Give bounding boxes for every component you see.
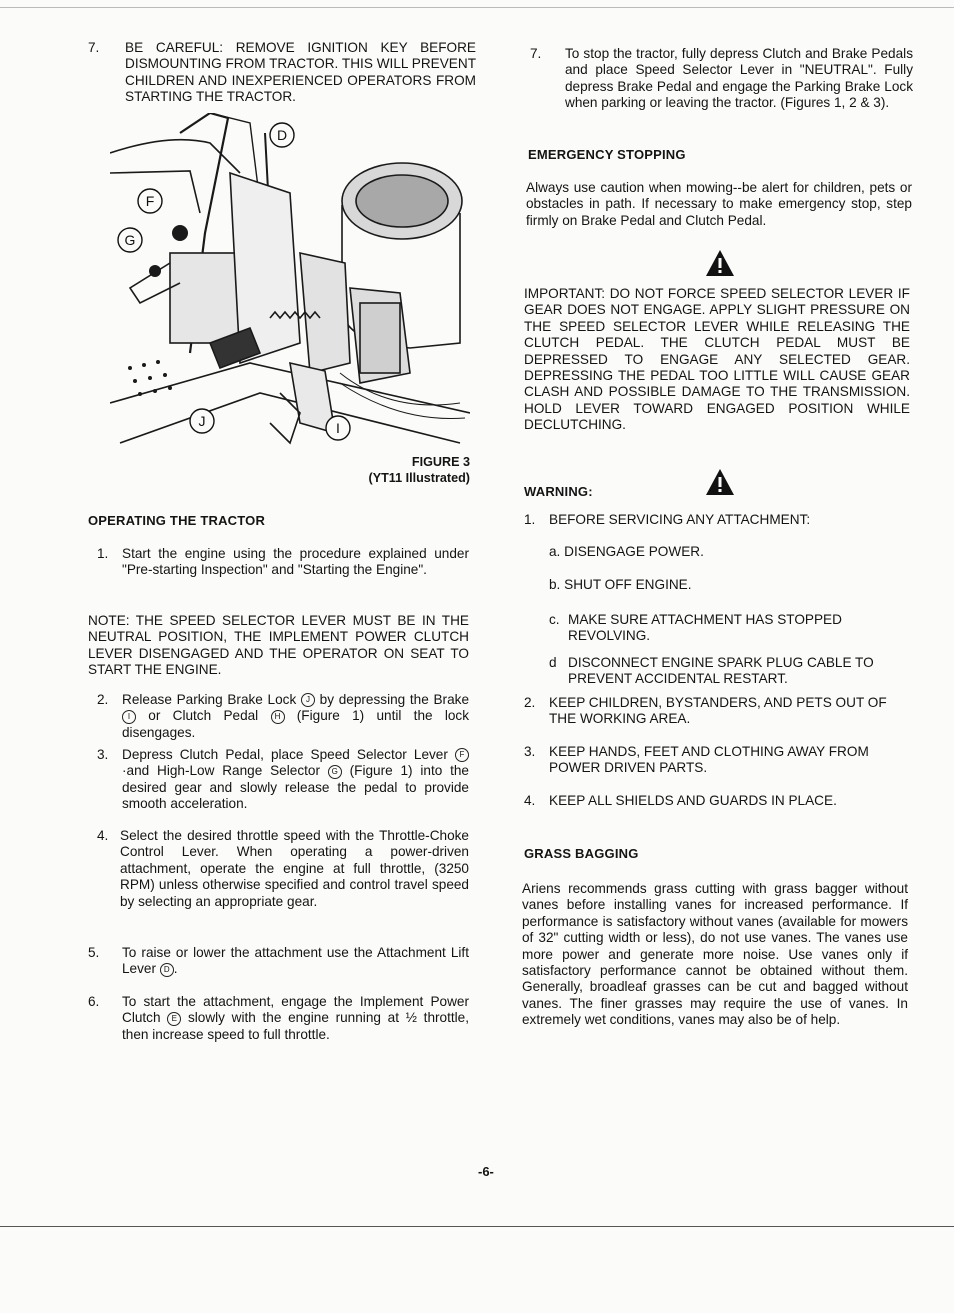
- item-text: To stop the tractor, fully depress Clutch and Brake Pedals and place Speed Selector Lever in "NEUTRAL". Fully depress Brake Pedal and engage the Parking Brake Lock when parking or leaving the tractor. (Figures 1, 2 & 3).: [565, 46, 913, 111]
- figure-caption-title: FIGURE 3: [411, 455, 470, 469]
- figure-3-illustration: [110, 113, 470, 458]
- subitem-a: a. DISENGAGE POWER.: [549, 544, 704, 559]
- warning-triangle-icon: [705, 468, 735, 496]
- warning-number: 1.: [524, 512, 536, 527]
- figure-caption-subtitle: (YT11 Illustrated): [368, 471, 470, 485]
- callout-f: F: [455, 748, 469, 762]
- subitem-c: c. MAKE SURE ATTACHMENT HAS STOPPED REVOLVING.: [549, 612, 842, 644]
- step-number: 4.: [97, 828, 109, 843]
- emergency-paragraph: Always use caution when mowing--be alert for children, pets or obstacles in path. If necessary to make emergency stop, step firmly on Brake Pedal and Clutch Pedal.: [526, 180, 912, 228]
- right-item-7: [530, 46, 913, 112]
- figure-label-f: F: [145, 193, 155, 209]
- step-text: Depress Clutch Pedal, place Speed Selector Lever F ·and High-Low Range Selector G (Figure 1) into the desired gear and slowly release the pedal to provide smooth acceleration.: [122, 747, 469, 812]
- subitem-d: d DISCONNECT ENGINE SPARK PLUG CABLE TO PREVENT ACCIDENTAL RESTART.: [549, 655, 874, 687]
- warning-text: KEEP HANDS, FEET AND CLOTHING AWAY FROM POWER DRIVEN PARTS.: [549, 744, 869, 776]
- warning-text: KEEP CHILDREN, BYSTANDERS, AND PETS OUT OF THE WORKING AREA.: [549, 695, 887, 727]
- page-number: -6-: [478, 1164, 494, 1179]
- bottom-rule: [0, 1226, 954, 1227]
- callout-i: I: [122, 710, 136, 724]
- callout-g: G: [328, 765, 342, 779]
- section-title-operating: OPERATING THE TRACTOR: [88, 513, 266, 528]
- step-3: [97, 747, 469, 813]
- important-paragraph: IMPORTANT: DO NOT FORCE SPEED SELECTOR LEVER IF GEAR DOES NOT ENGAGE. APPLY SLIGHT PRESSURE ON THE SPEED SELECTOR LEVER WHILE RELEASING THE CLUTCH PEDAL. THE CLUTCH PEDAL MUST BE DEPRESSED TO ENGAGE ANY SELECTED GEAR. DEPRESSING THE PEDAL TOO LITTLE WILL CAUSE GEAR CLASH AND POSSIBLE DAMAGE TO THE TRANSMISSION. HOLD LEVER TOWARD ENGAGED POSITION WHILE DECLUTCHING.: [524, 286, 910, 433]
- subitem-b: b. SHUT OFF ENGINE.: [549, 577, 692, 592]
- callout-e: E: [167, 1012, 181, 1026]
- step-number: 2.: [97, 692, 109, 707]
- step-number: 3.: [97, 747, 109, 762]
- section-title-grass-bagging: GRASS BAGGING: [524, 846, 639, 861]
- section-title-emergency: EMERGENCY STOPPING: [528, 147, 686, 162]
- step-text: Start the engine using the procedure explained under "Pre-starting Inspection" and "Starting the Engine".: [122, 546, 469, 578]
- figure-label-i: I: [336, 420, 340, 436]
- step-text: To raise or lower the attachment use the Attachment Lift Lever D .: [122, 945, 469, 977]
- warning-triangle-icon: [705, 249, 735, 277]
- warning-item-1: [524, 512, 910, 528]
- callout-d: D: [160, 963, 174, 977]
- step-number: 1.: [97, 546, 109, 561]
- item-number: 7.: [88, 40, 100, 55]
- warning-title: WARNING:: [524, 484, 593, 499]
- warning-item-2: [524, 695, 910, 728]
- step-2: [97, 692, 469, 741]
- figure-label-d: D: [276, 127, 288, 143]
- figure-label-j: J: [198, 413, 206, 429]
- left-item-7: [88, 40, 476, 106]
- step-5: [88, 945, 469, 978]
- warning-number: 2.: [524, 695, 536, 710]
- step-text: Select the desired throttle speed with the Throttle-Choke Control Lever. When operating a power-driven attachment, operate the engine at full throttle, (3250 RPM) unless otherwise specified and control travel speed by selecting an appropriate gear.: [120, 828, 469, 909]
- callout-j: J: [301, 693, 315, 707]
- item-number: 7.: [530, 46, 542, 61]
- warning-number: 4.: [524, 793, 536, 808]
- grass-bagging-paragraph: Ariens recommends grass cutting with grass bagger without vanes before installing vanes for increased performance. If performance is satisfactory without vanes (available for mowers of 32" cutting width or less), do not use vanes. The vanes use more power and generate more noise. Use vanes only if satisfactory performance cannot be obtained without them. Generally, broadleaf grasses can be cut and bagged without vanes. The finer grasses may require the use of vanes. In extremely wet conditions, vanes may also be of help.: [522, 881, 908, 1028]
- step-1: [97, 546, 469, 579]
- warning-item-4: [524, 793, 910, 809]
- warning-number: 3.: [524, 744, 536, 759]
- top-edge-line: [0, 7, 954, 8]
- warning-text: KEEP ALL SHIELDS AND GUARDS IN PLACE.: [549, 793, 837, 808]
- note-paragraph: NOTE: THE SPEED SELECTOR LEVER MUST BE IN THE NEUTRAL POSITION, THE IMPLEMENT POWER CLUTCH LEVER DISENGAGED AND THE OPERATOR ON SEAT TO START THE ENGINE.: [88, 613, 469, 678]
- step-number: 5.: [88, 945, 100, 960]
- warning-item-3: [524, 744, 910, 777]
- item-text: BE CAREFUL: REMOVE IGNITION KEY BEFORE DISMOUNTING FROM TRACTOR. THIS WILL PREVENT CHILDREN AND INEXPERIENCED OPERATORS FROM STARTING THE TRACTOR.: [125, 40, 476, 105]
- step-4: [97, 828, 469, 910]
- step-number: 6.: [88, 994, 100, 1009]
- step-text: To start the attachment, engage the Implement Power Clutch E slowly with the engine running at ½ throttle, then increase speed to full throttle.: [122, 994, 470, 1042]
- warning-text: BEFORE SERVICING ANY ATTACHMENT:: [549, 512, 811, 527]
- callout-h: H: [271, 710, 285, 724]
- figure-caption: [300, 454, 470, 486]
- step-6: [88, 994, 469, 1043]
- figure-label-g: G: [124, 232, 136, 248]
- step-text: Release Parking Brake Lock J by depressing the Brake I or Clutch Pedal H (Figure 1) until the lock disengages.: [122, 692, 470, 740]
